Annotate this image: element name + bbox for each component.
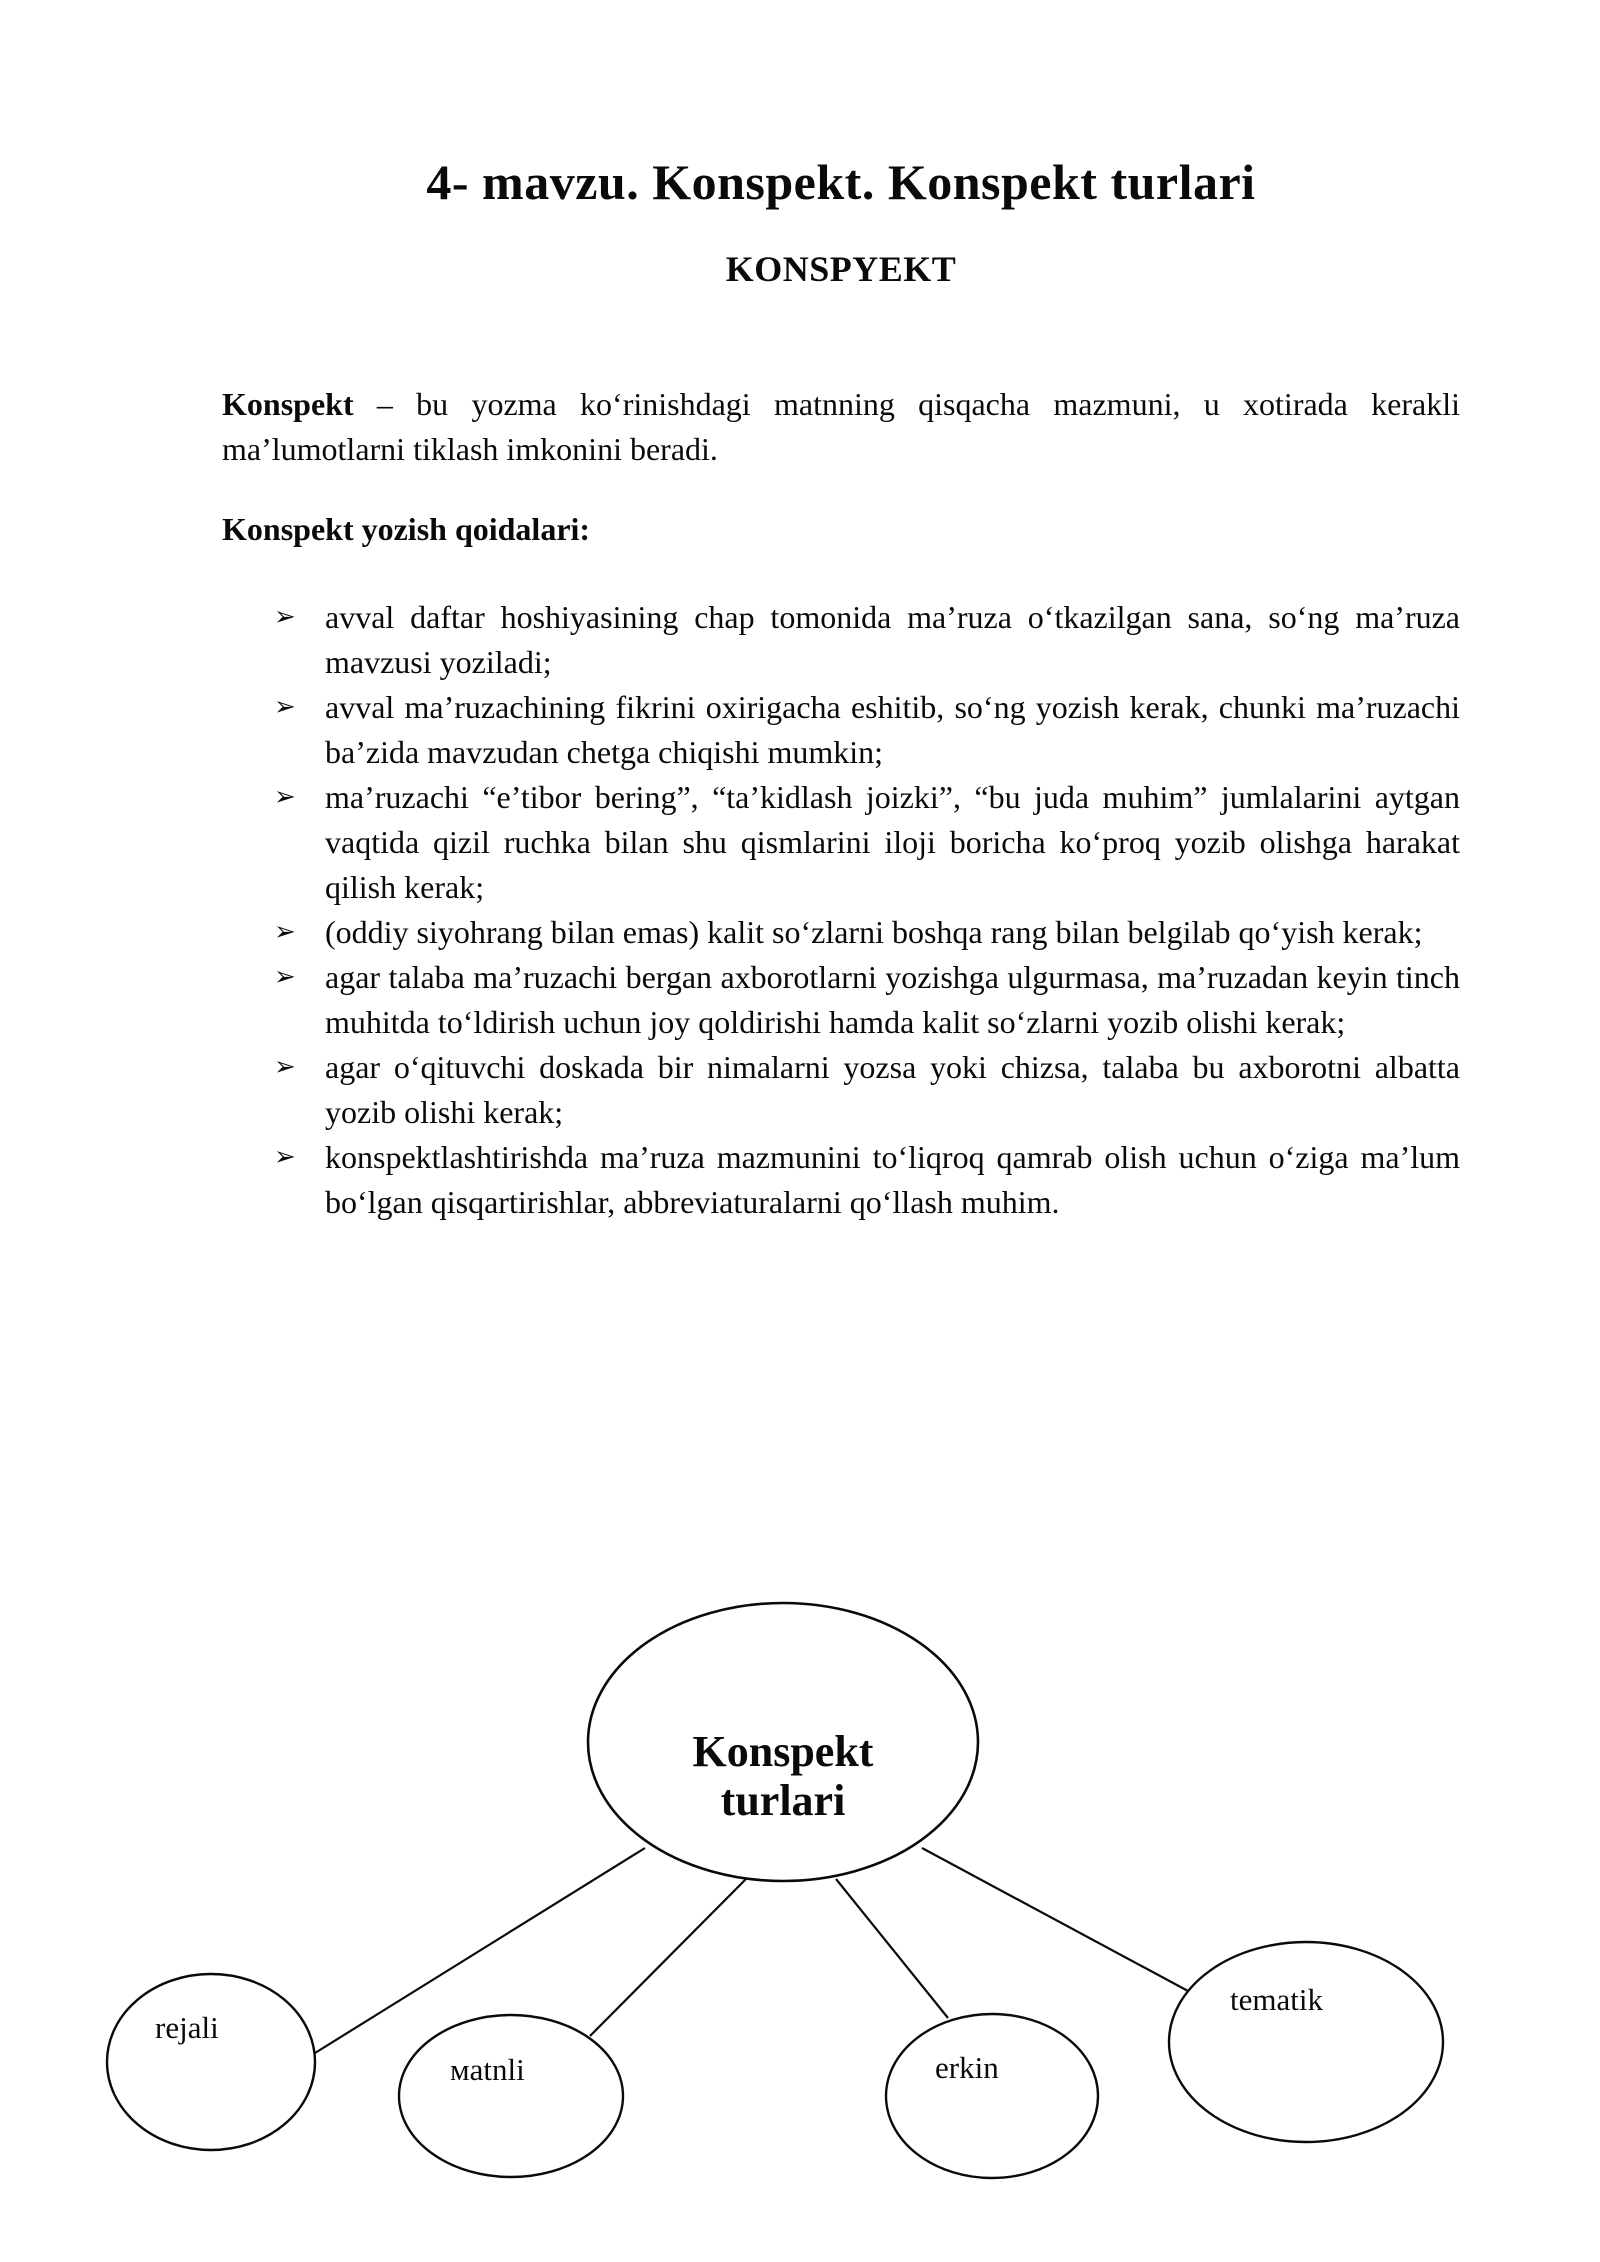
rule-text: agar o‘qituvchi doskada bir nimalarni yozsa yoki chizsa, talaba bu axborotni albatta yozib olishi kerak; <box>325 1049 1460 1130</box>
connector-root-rejali <box>315 1848 645 2053</box>
diagram-node-label-tematik: tematik <box>1230 1982 1323 2017</box>
arrowhead-bullet-icon: ➢ <box>274 1052 296 1082</box>
rule-item <box>222 595 1460 685</box>
intro-text: – bu yozma ko‘rinishdagi matnning qisqacha mazmuni, u xotirada kerakli ma’lumotlarni tiklash imkonini beradi. <box>222 386 1461 467</box>
arrowhead-bullet-icon: ➢ <box>274 692 296 722</box>
intro-paragraph <box>222 382 1460 472</box>
erkin-ellipse <box>886 2014 1098 2178</box>
rule-text: agar talaba ma’ruzachi bergan axborotlarni yozishga ulgurmasa, ma’ruzadan keyin tinch muhitda to‘ldirish uchun joy qoldirishi hamda kalit so‘zlarni yozib olishi kerak; <box>325 959 1460 1040</box>
diagram-node-label-matnli: мatnli <box>450 2052 525 2087</box>
intro-lead-word: Konspekt <box>222 386 354 422</box>
rule-text: avval daftar hoshiyasining chap tomonida ma’ruza o‘tkazilgan sana, so‘ng ma’ruza mavzusi yoziladi; <box>325 599 1460 680</box>
arrowhead-bullet-icon: ➢ <box>274 962 296 992</box>
rule-item <box>222 910 1460 955</box>
arrowhead-bullet-icon: ➢ <box>274 602 296 632</box>
connector-root-matnli <box>590 1879 746 2036</box>
text-block <box>222 0 1460 1225</box>
rule-item <box>222 1135 1460 1225</box>
page-subtitle: KONSPYEKT <box>725 249 957 289</box>
diagram-root-label <box>583 1727 983 1825</box>
matnli-ellipse <box>399 2015 623 2177</box>
rule-text: (oddiy siyohrang bilan emas) kalit so‘zlarni boshqa rang bilan belgilab qo‘yish kerak; <box>325 914 1423 950</box>
root-label-line1: Konspekt <box>692 1727 874 1776</box>
arrowhead-bullet-icon: ➢ <box>274 1142 296 1172</box>
diagram-node-label-erkin: erkin <box>935 2050 999 2085</box>
rule-item <box>222 775 1460 910</box>
tematik-ellipse <box>1169 1942 1443 2142</box>
connector-root-erkin <box>836 1879 948 2018</box>
rule-text: konspektlashtirishda ma’ruza mazmunini to‘liqroq qamrab olish uchun o‘ziga ma’lum bo‘lgan qisqartirishlar, abbreviaturalarni qo‘llash muhim. <box>325 1139 1460 1220</box>
rule-text: avval ma’ruzachining fikrini oxirigacha eshitib, so‘ng yozish kerak, chunki ma’ruzachi ba’zida mavzudan chetga chiqishi mumkin; <box>325 689 1460 770</box>
rule-item <box>222 1045 1460 1135</box>
root-label-line2: turlari <box>720 1776 846 1825</box>
rules-list <box>222 595 1460 1225</box>
rule-item <box>222 955 1460 1045</box>
rejali-ellipse <box>107 1974 315 2150</box>
rule-text: ma’ruzachi “e’tibor bering”, “ta’kidlash joizki”, “bu juda muhim” jumlalarini aytgan vaqtida qizil ruchka bilan shu qismlarini iloji boricha ko‘proq yozib olishga harakat qilish kerak; <box>325 779 1460 905</box>
connector-root-tematik <box>922 1848 1188 1991</box>
rule-item <box>222 685 1460 775</box>
diagram-node-label-rejali: rejali <box>155 2010 219 2045</box>
page-title: 4- mavzu. Konspekt. Konspekt turlari <box>426 154 1256 210</box>
arrowhead-bullet-icon: ➢ <box>274 782 296 812</box>
rules-heading: Konspekt yozish qoidalari: <box>222 511 591 547</box>
arrowhead-bullet-icon: ➢ <box>274 917 296 947</box>
